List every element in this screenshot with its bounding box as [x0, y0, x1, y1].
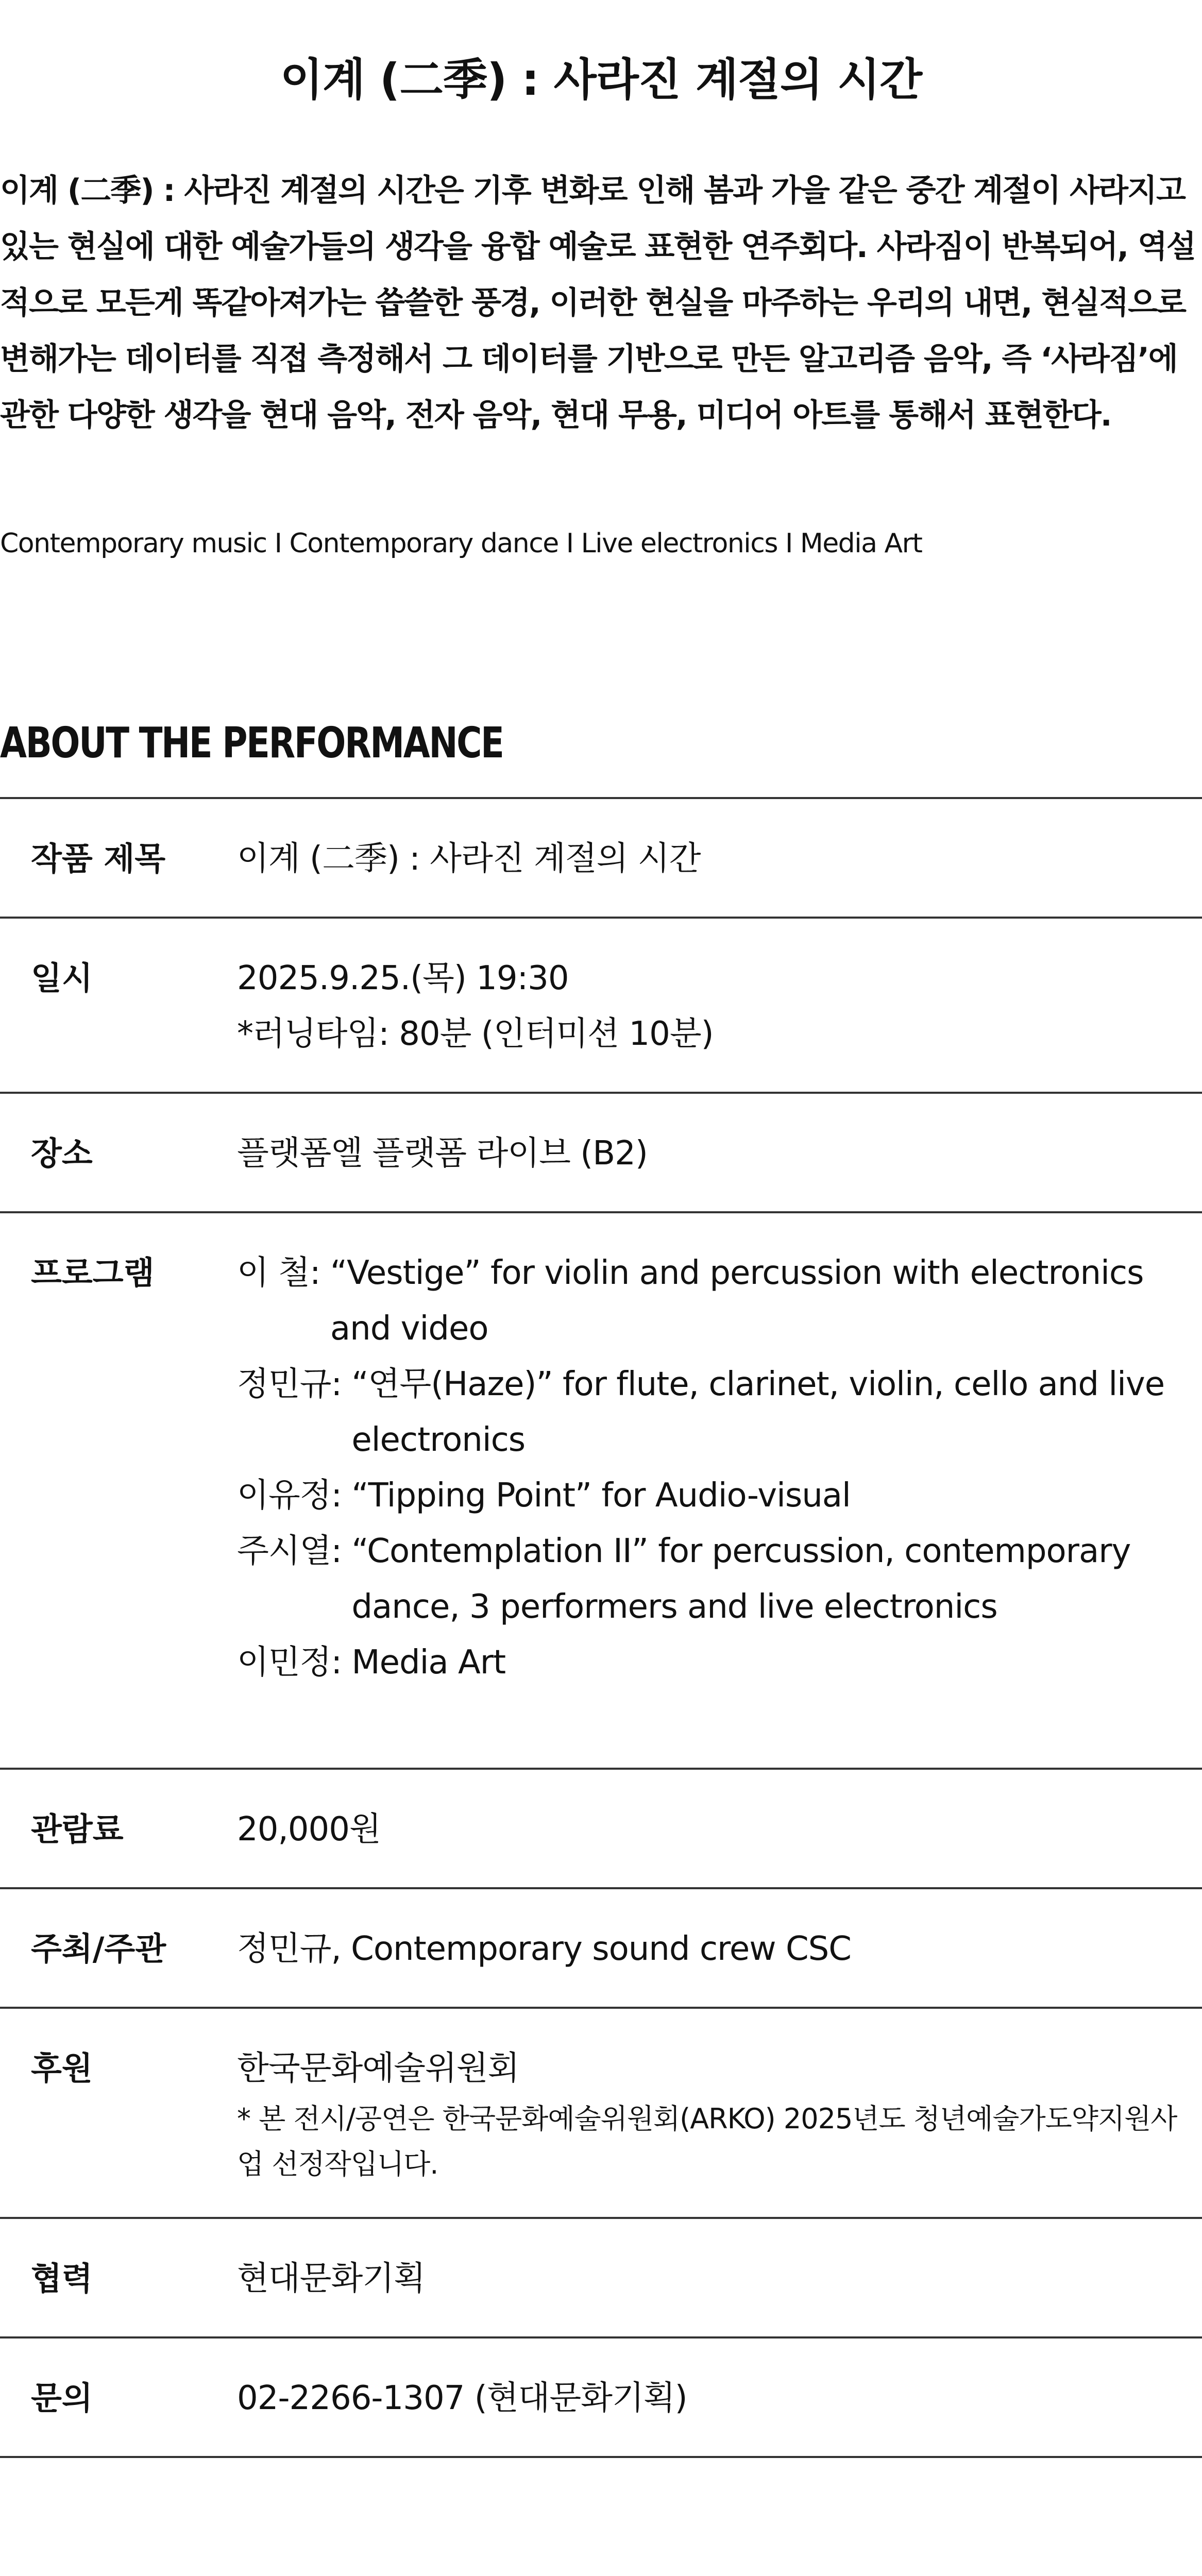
info-row-fee — [0, 1770, 1202, 1889]
info-label: 장소 — [31, 1134, 93, 1172]
intro-text: 이계 (二季) : 사라진 계절의 시간은 기후 변화로 인해 봄과 가을 같은 중간 계절이 사라지고 있는 현실에 대한 예술가들의 생각을 융합 예술로 표현한 연주회다. 사라짐이 반복되어, 역설적으로 모든게 똑같아져가는 씁쓸한 풍경, 이러한 현실을 마주하는 우리의 내면, 현실적으로 변해가는 데이터를 직접 측정해서 그 데이터를 기반으로 만든 알고리즘 음악, 즉 ‘사라짐’에 관한 다양한 생각을 현대 음악, 전자 음악, 현대 무용, 미디어 아트를 통해서 표현한다. — [0, 173, 1195, 433]
contact-value: 02-2266-1307 (현대문화기획) — [237, 2379, 687, 2417]
info-row-contact — [0, 2338, 1202, 2458]
info-row-host — [0, 1889, 1202, 2009]
program-item — [237, 1523, 1202, 1635]
info-row-sponsor — [0, 2009, 1202, 2219]
info-value — [237, 1921, 1202, 1977]
program-composer: 주시열: — [237, 1532, 352, 1570]
program-list — [237, 1245, 1202, 1690]
info-row-venue — [0, 1094, 1202, 1213]
running-time-note: *러닝타임: 80분 (인터미션 10분) — [237, 1015, 714, 1053]
date-value: 2025.9.25.(목) 19:30 — [237, 959, 569, 997]
info-label: 작품 제목 — [31, 840, 166, 877]
info-label: 일시 — [31, 959, 93, 997]
sponsor-value: 한국문화예술위원회 — [237, 2049, 519, 2088]
info-label: 후원 — [31, 2049, 93, 2087]
info-value — [237, 2041, 1202, 2187]
program-composer: 정민규: — [237, 1365, 352, 1403]
info-row-work-title — [0, 799, 1202, 919]
info-value — [237, 1802, 1202, 1857]
info-value — [237, 1126, 1202, 1181]
work-title-value: 이계 (二季) : 사라진 계절의 시간 — [237, 840, 701, 878]
info-row-cooperation — [0, 2219, 1202, 2338]
venue-value: 플랫폼엘 플랫폼 라이브 (B2) — [237, 1134, 648, 1173]
page-title: 이계 (二季) : 사라진 계절의 시간 — [280, 54, 922, 106]
program-work: Media Art — [351, 1643, 506, 1682]
sponsor-note: * 본 전시/공연은 한국문화예술위원회(ARKO) 2025년도 청년예술가도약지원사업 선정작입니다. — [237, 2103, 1177, 2180]
program-work: “Vestige” for violin and percussion with electronics and video — [330, 1254, 1144, 1348]
info-row-program — [0, 1213, 1202, 1770]
info-value — [237, 2251, 1202, 2307]
program-composer: 이민정: — [237, 1643, 352, 1682]
info-value — [237, 831, 1202, 887]
program-work: “Contemplation II” for percussion, contemporary dance, 3 performers and live electronics — [351, 1532, 1131, 1626]
program-item — [237, 1245, 1202, 1357]
fee-value: 20,000원 — [237, 1810, 381, 1849]
program-item — [237, 1635, 1202, 1690]
host-value: 정민규, Contemporary sound crew CSC — [237, 1930, 851, 1968]
program-composer: 이유정: — [237, 1477, 352, 1515]
info-value — [237, 2370, 1202, 2426]
cooperation-value: 현대문화기획 — [237, 2260, 425, 2298]
program-work: “연무(Haze)” for flute, clarinet, violin, cello and live electronics — [351, 1365, 1165, 1459]
info-label: 문의 — [31, 2379, 93, 2417]
info-label: 주최/주관 — [31, 1930, 166, 1968]
program-item — [237, 1357, 1202, 1468]
info-value — [237, 951, 1202, 1062]
program-composer: 이 철: — [237, 1254, 330, 1292]
program-work: “Tipping Point” for Audio-visual — [351, 1477, 851, 1515]
info-label: 프로그램 — [31, 1254, 155, 1292]
info-row-date — [0, 919, 1202, 1094]
genre-list: Contemporary music I Contemporary dance I Live electronics I Media Art — [0, 528, 922, 559]
info-table — [0, 797, 1202, 2458]
about-heading: ABOUT THE PERFORMANCE — [0, 719, 503, 768]
info-label: 관람료 — [31, 1810, 124, 1848]
intro-section — [0, 163, 1202, 444]
program-item — [237, 1468, 1202, 1523]
info-label: 협력 — [31, 2260, 93, 2297]
